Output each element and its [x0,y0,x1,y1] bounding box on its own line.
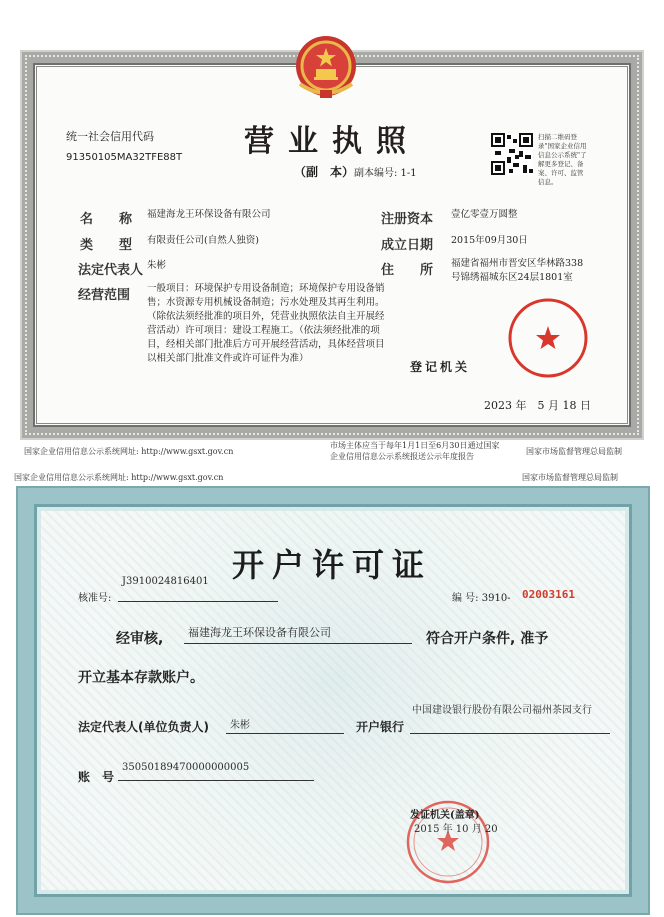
address-label: 住 所 [381,263,434,278]
footer-website: 国家企业信用信息公示系统网址: http://www.gsxt.gov.cn [24,447,234,456]
name-value: 福建海龙王环保设备有限公司 [147,209,271,220]
name-label: 名 称 [80,212,133,227]
founded-label: 成立日期 [381,238,434,253]
scope-value: 一般项目：环境保护专用设备制造；环境保护专用设备销售；水资源专用机械设备制造；污水处理及其再生利用。（除依法须经批准的项目外，凭营业执照依法自主开展经营活动）许可项目：建设工程施工。（依法须经批准的项目，经相关部门批准后方可开展经营活动，具体经营项目以相关部门批准文件或许可证件为准） [147,283,385,364]
approval-underline [118,601,278,602]
bank-underline [410,733,610,734]
approval-label: 核准号: [78,593,112,604]
permit-rep-value: 朱彬 [230,720,250,731]
type-value: 有限责任公司(自然人独资) [147,235,259,246]
account-number: 35050189470000000005 [122,762,250,773]
account-label: 账 号 [78,770,115,784]
condition-text: 符合开户条件, 准予 [426,631,549,647]
rep-label: 法定代表人 [78,263,144,278]
credit-code-label: 统一社会信用代码 [66,130,154,143]
company-underline [184,643,412,644]
permit-top-supervisor: 国家市场监督管理总局监制 [522,473,618,482]
capital-value: 壹亿零壹万圆整 [451,209,518,220]
rep-value: 朱彬 [147,260,167,271]
copy-mark: （副 本） [294,165,355,179]
footer-notice: 市场主体应当于每年1月1日至6月30日通过国家企业信用信息公示系统报送公示年度报告 [330,441,500,461]
qr-code-icon[interactable] [491,133,533,175]
permit-issue-date: 2015 年 10 月 20 [414,824,498,835]
permit-rep-label: 法定代表人(单位负责人) [78,720,209,734]
registrar-label: 登记机关 [410,360,471,374]
qr-note: 扫描二维码登录"国家企业信用信息公示系统"了解更多登记、备案、许可、监管信息。 [538,133,587,186]
bank-label: 开户银行 [356,720,405,734]
issuer-label: 发证机关(盖章) [410,810,480,821]
address-value: 福建省福州市晋安区华林路338号锦绣福城东区24层1801室 [451,258,584,283]
license-title: 营业执照 [244,124,420,159]
credit-code: 91350105MA32TFE88T [66,152,183,163]
issue-date: 2023 年 5 月 18 日 [484,399,591,412]
copy-number: 副本编号: 1-1 [354,168,417,179]
type-label: 类 型 [80,238,133,253]
approved-label: 经审核, [116,631,164,647]
account-opening-permit [0,468,664,917]
capital-label: 注册资本 [381,212,434,227]
permit-top-website: 国家企业信用信息公示系统网址: http://www.gsxt.gov.cn [14,473,224,482]
serial-label: 编 号: 3910- [452,593,511,604]
national-emblem-icon [290,32,362,104]
scope-label: 经营范围 [78,288,131,303]
open-account-text: 开立基本存款账户。 [78,670,204,686]
official-seal-icon [506,296,590,380]
account-underline [118,780,314,781]
serial-number: 02003161 [522,588,575,601]
footer-supervisor: 国家市场监督管理总局监制 [526,447,622,456]
rep-underline [226,733,344,734]
company-name: 福建海龙王环保设备有限公司 [188,626,331,639]
permit-title: 开户许可证 [231,546,432,584]
founded-value: 2015年09月30日 [451,235,528,246]
bank-value: 中国建设银行股份有限公司福州茶园支行 [412,705,592,716]
approval-number: J3910024816401 [122,576,209,587]
